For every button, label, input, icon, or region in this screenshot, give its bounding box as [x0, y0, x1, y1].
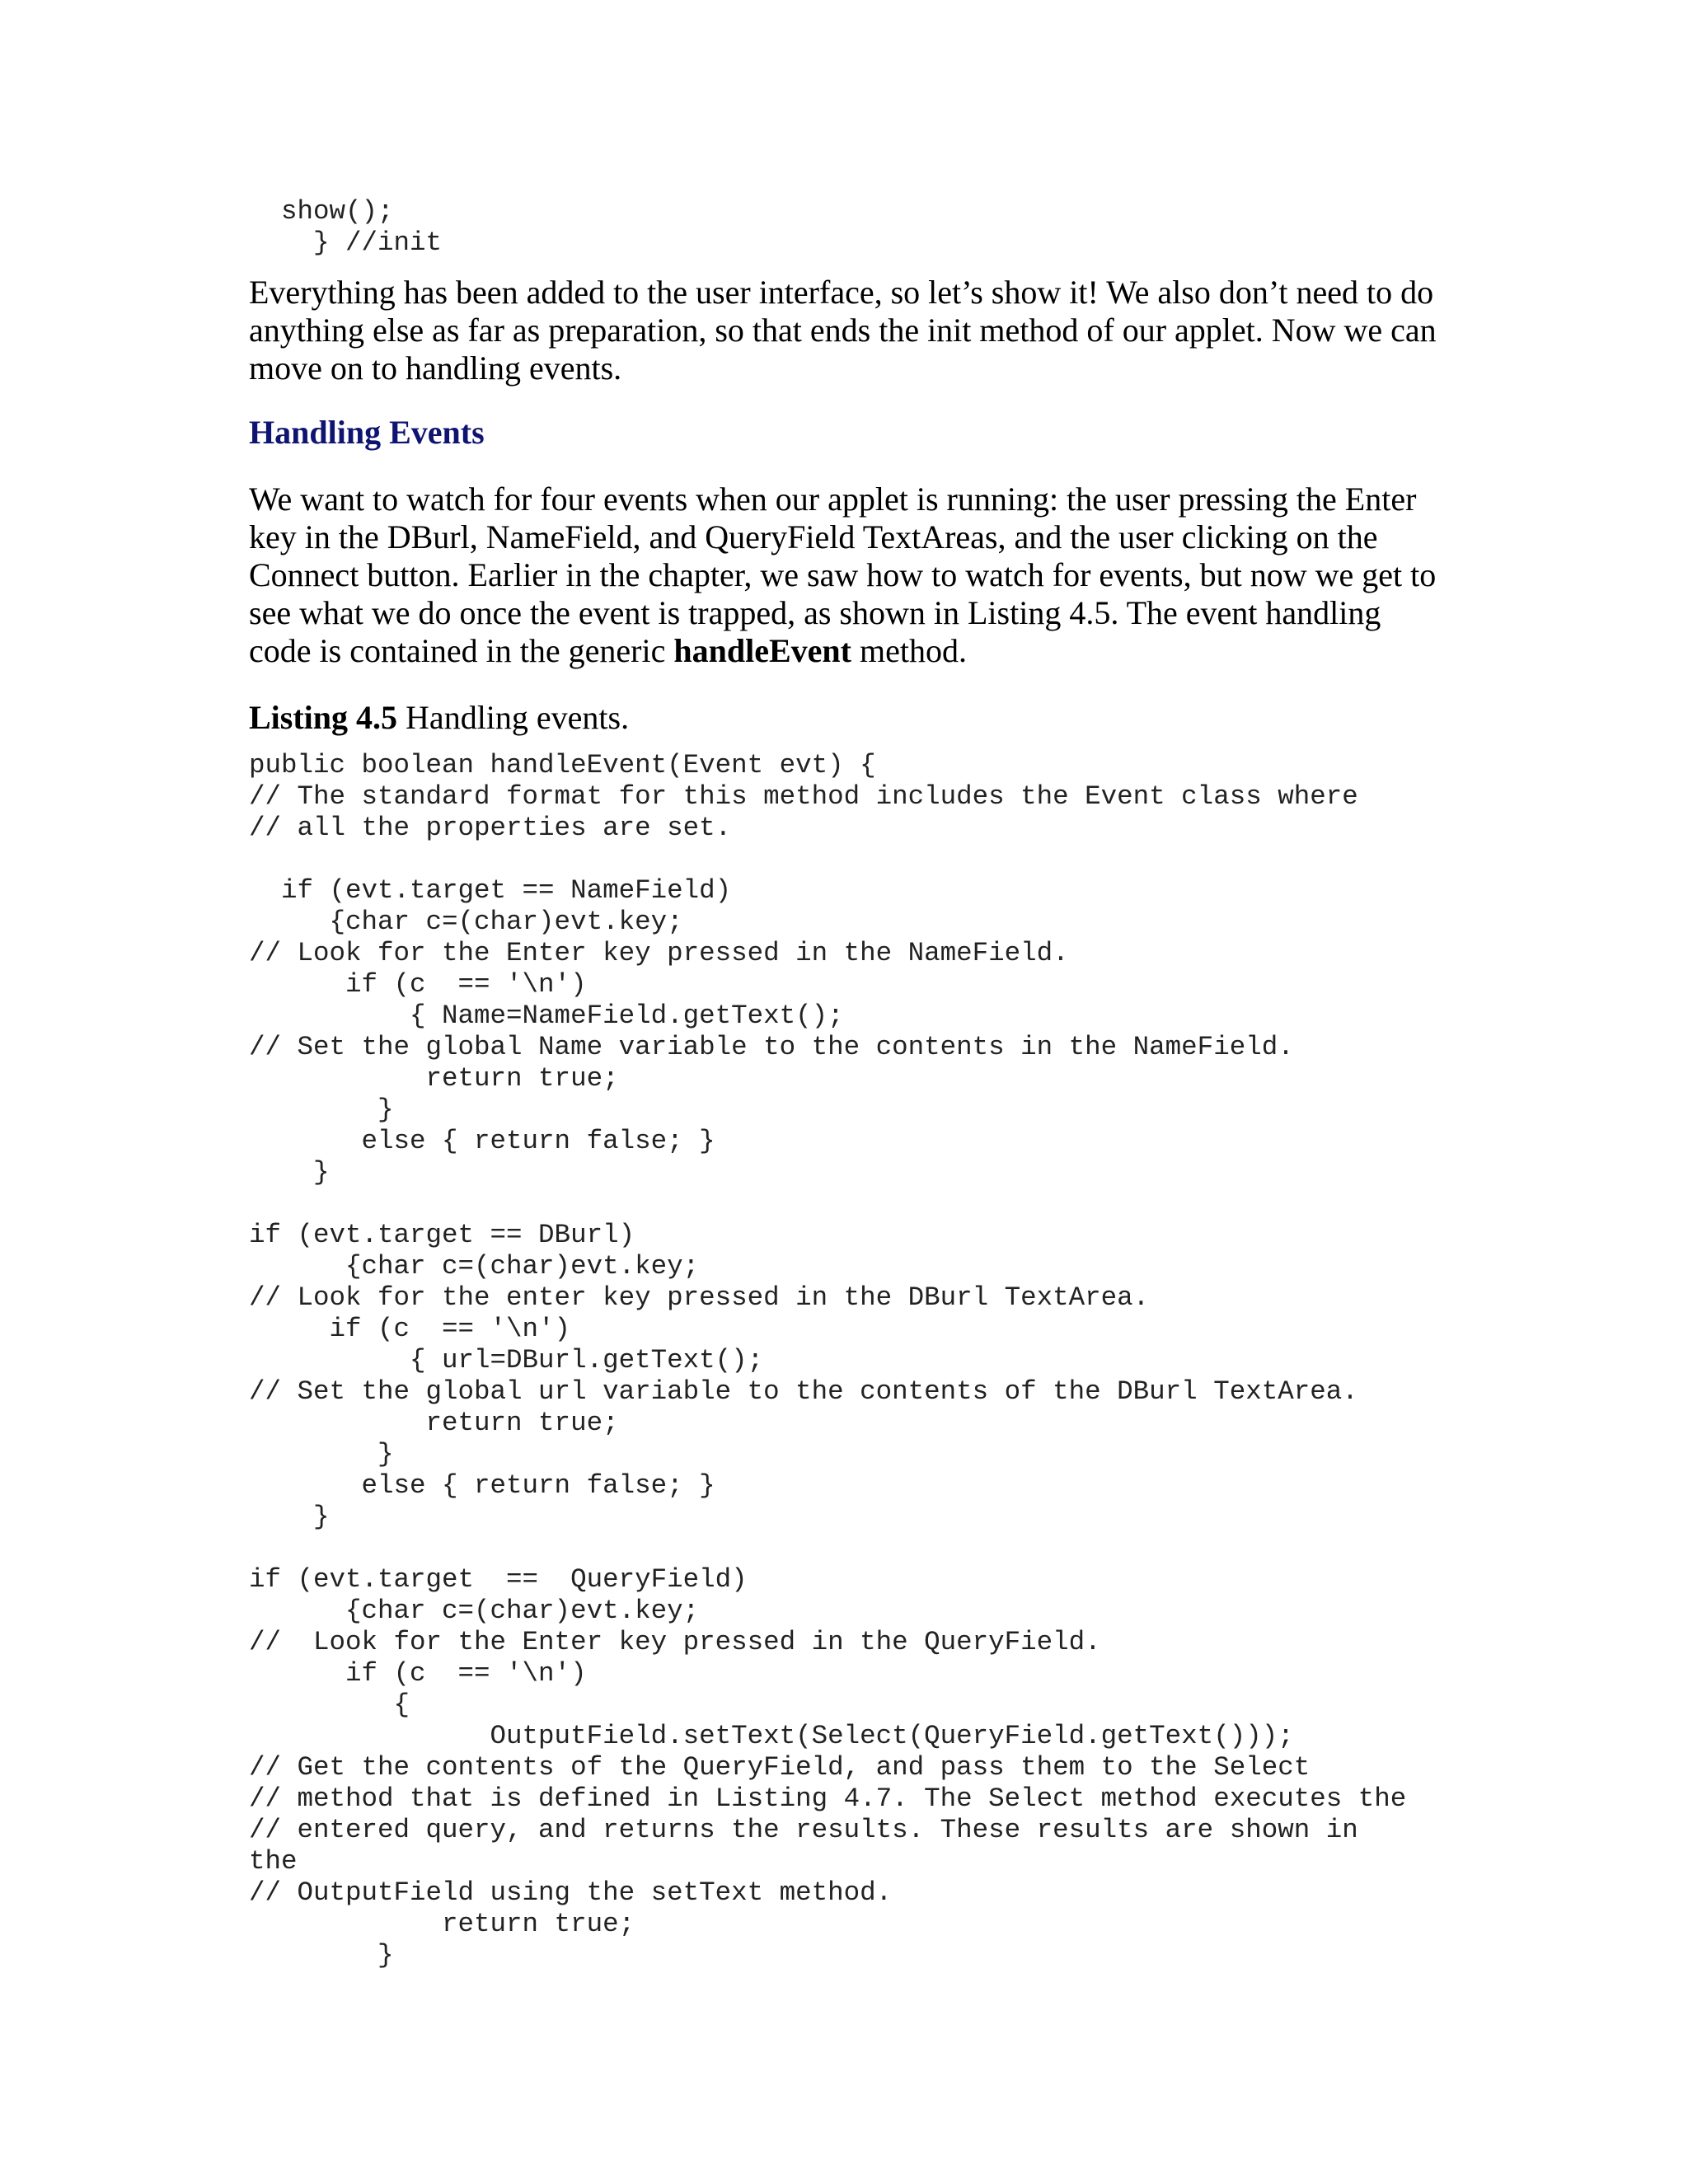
paragraph-events-text: We want to watch for four events when our applet is running: the user pressing the Enter key in the DBurl, NameField, and QueryField TextAreas, and the user clicking on the Connect button. Earlier in the chapter, we saw how to watch for events, but now we get to see what we do once the event is trapped, as shown in Listing 4.5. The event handling code is contained in the generic	[249, 480, 1437, 669]
code-listing-handle-event: public boolean handleEvent(Event evt) { // The standard format for this method includes the Event class where // all the properties are set. if (evt.target == NameField) {char c=(char)evt.key; // Look for the Enter key pressed in the NameField. if (c == '\n') { Name=NameField.getText(); // Set the global Name variable to the contents in the NameField. return true; } else { return false; } } if (evt.target == DBurl) {char c=(char)evt.key; // Look for the enter key pressed in the DBurl TextArea. if (c == '\n') { url=DBurl.getText(); // Set the global url variable to the contents of the DBurl TextArea. return true; } else { return false; } } if (evt.target == QueryField) {char c=(char)evt.key; // Look for the Enter key pressed in the QueryField. if (c == '\n') { OutputField.setText(Select(QueryField.getText())); // Get the contents of the QueryField, and pass them to the Select // method that is defined in Listing 4.7. The Select method executes the // entered query, and returns the results. These results are shown in the // OutputField using the setText method. return true; }	[249, 750, 1407, 1971]
listing-caption	[249, 699, 629, 737]
listing-title: Handling events.	[397, 699, 630, 736]
paragraph-events-intro	[249, 480, 1444, 670]
handle-event-term: handleEvent	[673, 632, 851, 669]
code-snippet-init-end: show(); } //init	[281, 196, 443, 258]
paragraph-events-tail: method.	[851, 632, 967, 669]
paragraph-show-ui: Everything has been added to the user interface, so let’s show it! We also don’t need to do anything else as far as preparation, so that ends the init method of our applet. Now we can move on to handling events.	[249, 274, 1437, 387]
section-heading-handling-events: Handling Events	[249, 414, 485, 451]
listing-number: Listing 4.5	[249, 699, 398, 736]
